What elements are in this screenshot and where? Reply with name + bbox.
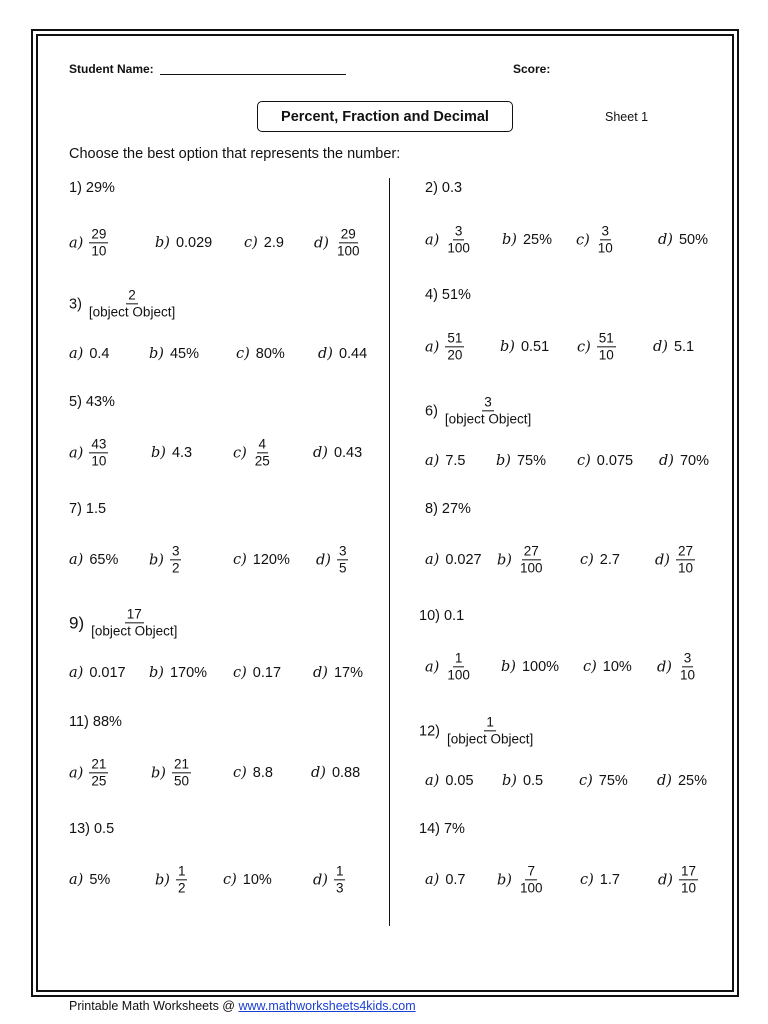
fraction: $\frac{3}{100}$	[447, 223, 470, 256]
q3-option-c[interactable]: c) 80%	[236, 346, 285, 362]
q3-option-a[interactable]: a) 0.4	[69, 346, 110, 362]
instructions: Choose the best option that represents the number:	[69, 146, 401, 162]
footer	[69, 999, 416, 1013]
q9-option-d[interactable]: d) 17%	[313, 665, 363, 681]
fraction: $\frac{51}{10}$	[598, 330, 614, 363]
q14-option-d[interactable]: d) $\frac{17}{10}$	[658, 863, 696, 896]
sheet-number: Sheet 1	[605, 110, 649, 124]
fraction: $\frac{7}{100}$	[519, 863, 543, 896]
q11-option-d[interactable]: d) 0.88	[311, 765, 361, 781]
q2-option-a[interactable]: a) $\frac{3}{100}$	[425, 223, 470, 256]
fraction: $\frac{1}{3}$	[335, 863, 344, 896]
fraction: $\frac{51}{20}$	[447, 330, 463, 363]
score-label: Score:	[513, 62, 551, 76]
question-1: 1) 29%	[69, 180, 115, 196]
question-3: 3) $\frac{2}{\text{[object Object]}}$	[69, 287, 176, 320]
q5-option-b[interactable]: b) 4.3	[151, 445, 193, 461]
question-10: 10) 0.1	[419, 608, 465, 624]
q12-option-c[interactable]: c) 75%	[579, 773, 628, 789]
q7-option-d[interactable]: d) $\frac{3}{5}$	[316, 543, 347, 576]
question-8: 8) 27%	[425, 501, 471, 517]
q3-option-d[interactable]: d) 0.44	[318, 346, 368, 362]
worksheet-inner-border	[36, 34, 734, 992]
q9-option-a[interactable]: a) 0.017	[69, 665, 126, 681]
q8-option-b[interactable]: b) $\frac{27}{100}$	[497, 543, 543, 576]
q13-option-c[interactable]: c) 10%	[223, 872, 272, 888]
question-12: 12) $\frac{1}{\text{[object Object]}}$	[419, 714, 534, 747]
student-name-line	[160, 74, 346, 75]
fraction: $\frac{21}{25}$	[91, 756, 107, 789]
question-6: 6) $\frac{3}{\text{[object Object]}}$	[425, 394, 532, 427]
q1-option-d[interactable]: d) $\frac{29}{100}$	[314, 226, 360, 259]
q12-option-a[interactable]: a) 0.05	[425, 773, 474, 789]
fraction: $\frac{43}{10}$	[91, 436, 107, 469]
fraction: $\frac{29}{100}$	[336, 226, 360, 259]
q1-option-c[interactable]: c) 2.9	[244, 235, 284, 251]
fraction: $\frac{17}{\text{[object Object]}}$	[91, 606, 178, 639]
question-11: 11) 88%	[69, 714, 122, 730]
question-2: 2) 0.3	[425, 180, 463, 196]
q3-option-b[interactable]: b) 45%	[149, 346, 199, 362]
q4-option-a[interactable]: a) $\frac{51}{20}$	[425, 330, 463, 363]
question-14: 14) 7%	[419, 821, 465, 837]
q10-option-c[interactable]: c) 10%	[583, 659, 632, 675]
q9-option-b[interactable]: b) 170%	[149, 665, 208, 681]
q7-option-a[interactable]: a) 65%	[69, 552, 119, 568]
student-name-label: Student Name:	[69, 62, 154, 76]
q6-option-d[interactable]: d) 70%	[659, 453, 709, 469]
fraction: $\frac{17}{10}$	[680, 863, 696, 896]
fraction: $\frac{27}{10}$	[677, 543, 693, 576]
fraction: $\frac{3}{10}$	[679, 650, 695, 683]
q9-option-c[interactable]: c) 0.17	[233, 665, 282, 681]
q2-option-d[interactable]: d) 50%	[658, 232, 708, 248]
q2-option-b[interactable]: b) 25%	[502, 232, 552, 248]
q10-option-b[interactable]: b) 100%	[501, 659, 560, 675]
question-7: 7) 1.5	[69, 501, 107, 517]
fraction: $\frac{4}{25}$	[254, 436, 270, 469]
q1-option-b[interactable]: b) 0.029	[155, 235, 213, 251]
fraction: $\frac{27}{100}$	[519, 543, 543, 576]
q10-option-a[interactable]: a) $\frac{1}{100}$	[425, 650, 470, 683]
q11-option-c[interactable]: c) 8.8	[233, 765, 273, 781]
q4-option-d[interactable]: d) 5.1	[653, 339, 695, 355]
q4-option-c[interactable]: c) $\frac{51}{10}$	[577, 330, 614, 363]
q14-option-c[interactable]: c) 1.7	[580, 872, 620, 888]
q6-option-c[interactable]: c) 0.075	[577, 453, 634, 469]
fraction: $\frac{1}{\text{[object Object]}}$	[446, 714, 534, 747]
q12-option-b[interactable]: b) 0.5	[502, 773, 544, 789]
q4-option-b[interactable]: b) 0.51	[500, 339, 550, 355]
fraction: $\frac{3}{5}$	[338, 543, 347, 576]
q6-option-a[interactable]: a) 7.5	[425, 453, 466, 469]
fraction: $\frac{1}{100}$	[447, 650, 470, 683]
q7-option-c[interactable]: c) 120%	[233, 552, 290, 568]
column-divider	[389, 178, 390, 926]
q14-option-a[interactable]: a) 0.7	[425, 872, 466, 888]
footer-text: Printable Math Worksheets @	[69, 999, 239, 1013]
q6-option-b[interactable]: b) 75%	[496, 453, 546, 469]
q5-option-a[interactable]: a) $\frac{43}{10}$	[69, 436, 107, 469]
question-4: 4) 51%	[425, 287, 471, 303]
q14-option-b[interactable]: b) $\frac{7}{100}$	[497, 863, 543, 896]
q13-option-d[interactable]: d) $\frac{1}{3}$	[313, 863, 344, 896]
fraction: $\frac{3}{2}$	[171, 543, 180, 576]
q12-option-d[interactable]: d) 25%	[657, 773, 707, 789]
fraction: $\frac{1}{2}$	[177, 863, 186, 896]
q7-option-b[interactable]: b) $\frac{3}{2}$	[149, 543, 180, 576]
q10-option-d[interactable]: d) $\frac{3}{10}$	[657, 650, 695, 683]
q11-option-b[interactable]: b) $\frac{21}{50}$	[151, 756, 189, 789]
question-13: 13) 0.5	[69, 821, 115, 837]
q13-option-a[interactable]: a) 5%	[69, 872, 111, 888]
question-5: 5) 43%	[69, 394, 115, 410]
fraction: $\frac{3}{\text{[object Object]}}$	[444, 394, 532, 427]
q2-option-c[interactable]: c) $\frac{3}{10}$	[576, 223, 613, 256]
q1-option-a[interactable]: a) $\frac{29}{10}$	[69, 226, 107, 259]
q5-option-d[interactable]: d) 0.43	[313, 445, 363, 461]
fraction: $\frac{29}{10}$	[91, 226, 107, 259]
fraction: $\frac{3}{10}$	[597, 223, 613, 256]
footer-link[interactable]: www.mathworksheets4kids.com	[238, 999, 416, 1013]
q8-option-d[interactable]: d) $\frac{27}{10}$	[655, 543, 693, 576]
q13-option-b[interactable]: b) $\frac{1}{2}$	[155, 863, 186, 896]
worksheet-title: Percent, Fraction and Decimal	[257, 101, 513, 132]
q5-option-c[interactable]: c) $\frac{4}{25}$	[233, 436, 270, 469]
fraction: $\frac{2}{\text{[object Object]}}$	[88, 287, 176, 320]
fraction: $\frac{21}{50}$	[173, 756, 189, 789]
q8-option-c[interactable]: c) 2.7	[580, 552, 620, 568]
question-9: 9) $\frac{17}{\text{[object Object]}}$	[69, 606, 178, 639]
q8-option-a[interactable]: a) 0.027	[425, 552, 482, 568]
q11-option-a[interactable]: a) $\frac{21}{25}$	[69, 756, 107, 789]
